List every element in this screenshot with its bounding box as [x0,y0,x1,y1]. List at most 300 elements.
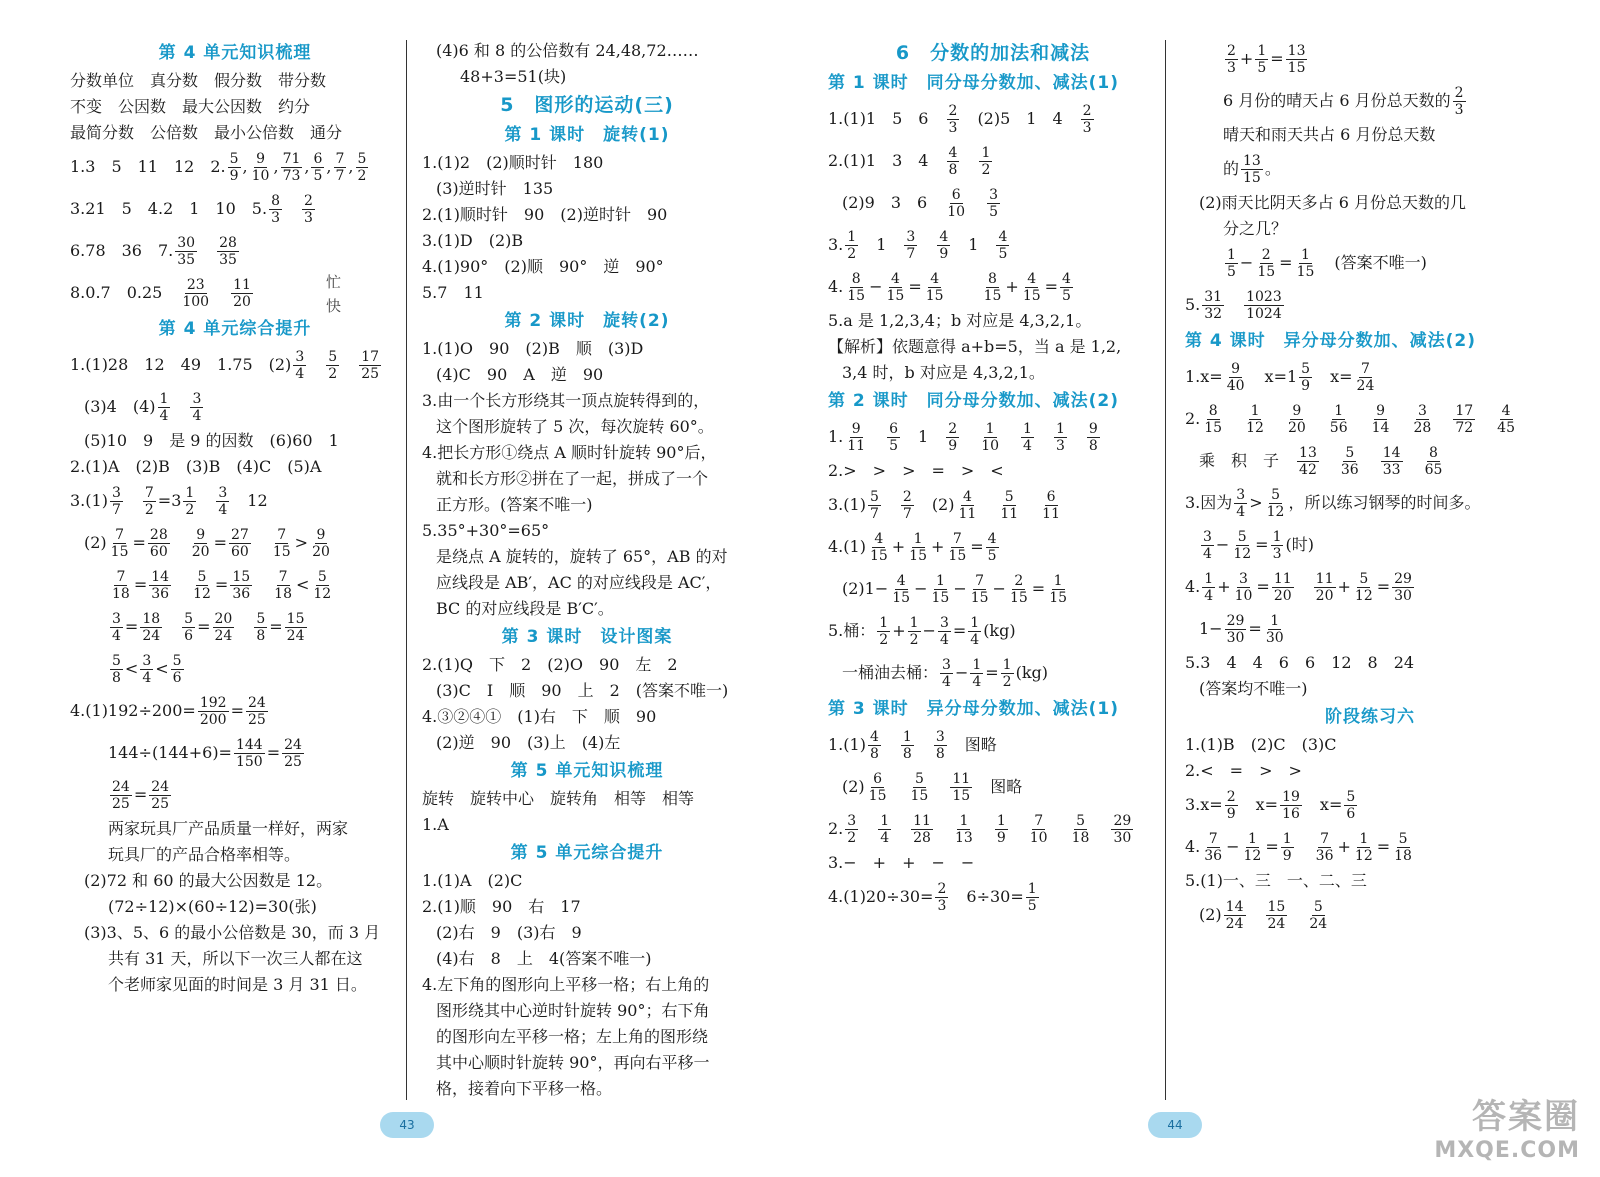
denominator: 15 [1204,420,1223,436]
fraction [1047,573,1069,606]
answer-line: 6 月份的晴天占 6 月份总天数的 $\frac{2}{3}$ [1223,85,1464,118]
text-line: 旋转 旋转中心 旋转角 相等 相等 [422,789,695,808]
numerator: 1 [1257,43,1267,59]
denominator: 12 [193,586,211,602]
operator: = [1031,579,1046,598]
fraction [947,145,960,178]
denominator: 8 [256,628,266,644]
numerator: 3 [939,615,949,631]
fraction [1233,571,1255,604]
operator: = [197,617,211,636]
operator [1093,819,1109,838]
denominator: 73 [282,168,301,184]
fraction [334,151,347,184]
numerator: 1 [1270,613,1280,629]
fraction [148,527,170,560]
denominator: 15 [983,288,1002,304]
fraction [1392,831,1414,864]
fraction [311,151,324,184]
answer-line: 4. $\frac{1}{4}$ + $\frac{3}{10}$ = $\frac{11}{20}$ $\frac{11}{20}$ + $\frac{5}{12}$ = $\frac{29}{30}$ [1185,571,1412,604]
text-line: 2.(1)Q 下 2 (2)O 90 左 2 [422,655,678,674]
operator [1022,495,1038,514]
numerator: 1 [1334,403,1344,419]
section-heading: 第 1 课时 同分母分数加、减法(1) [828,73,1120,93]
fraction [1021,271,1043,304]
fraction [1280,789,1302,822]
answer-line: 144÷(144+6)= $\frac{144}{150}$ = $\frac{24}{25}$ [108,737,302,770]
fraction [1344,789,1357,822]
fraction [907,531,929,564]
operator [172,533,188,552]
denominator: 18 [274,586,292,602]
numerator: 1 [996,813,1006,829]
section-heading: 第 5 单元知识梳理 [510,761,664,781]
numerator: 7 [335,151,345,167]
fraction [1495,403,1517,436]
numerator: 14 [151,569,170,585]
fraction [940,657,953,690]
denominator: 2 [328,366,338,382]
operator: + [1005,277,1019,296]
watermark-logo-text: 答案圈 [1472,1097,1580,1137]
numerator: 15 [286,611,305,627]
text-line: 正方形。(答案不唯一) [436,495,593,514]
denominator: 11 [1042,506,1060,522]
numerator: 15 [1267,899,1286,915]
numerator: 1 [985,421,995,437]
fraction [1353,831,1375,864]
denominator: 9 [229,168,239,184]
denominator: 4 [295,366,305,382]
text-line: 是绕点 A 旋转的，旋转了 65°，AB 的对 [436,547,728,566]
numerator: 31 [1204,289,1223,305]
fraction [1272,571,1294,604]
text-line: 分数单位 真分数 假分数 带分数 [70,71,327,90]
numerator: 9 [851,421,861,437]
fraction [140,611,162,644]
fraction [1266,899,1288,932]
denominator: 16 [1282,806,1300,822]
numerator: 8 [271,193,280,209]
operator: = [213,533,227,552]
denominator: 5 [1257,60,1267,76]
denominator: 25 [112,796,130,812]
numerator: 2 [304,193,313,209]
operator [961,151,977,170]
fraction [191,569,213,602]
fraction [1411,403,1433,436]
fraction [229,527,251,560]
column-2 [422,38,752,1102]
operator [1226,295,1242,314]
fraction [845,271,867,304]
fraction [302,193,315,226]
denominator: 45 [1497,420,1515,436]
watermark-url: MXQE.COM [1434,1138,1580,1163]
operator: = [133,575,148,594]
denominator: 24 [286,628,305,644]
numerator: 1 [902,729,912,745]
denominator: 25 [247,712,266,728]
page-number: 44 [1148,1112,1202,1138]
fraction [190,391,203,424]
numerator: 3 [989,187,998,203]
answer-line [1185,38,1555,80]
denominator: 36 [151,586,170,602]
fraction [1054,421,1067,454]
denominator: 6 [1346,806,1356,822]
text-line: 5.a 是 1,2,3,4；b 对应是 4,3,2,1。 [828,311,1092,330]
fraction [285,611,307,644]
numerator: 7 [115,527,125,543]
denominator: 4 [218,502,228,518]
fraction [230,569,252,602]
numerator: 2 [1082,103,1092,119]
denominator: 3 [1272,546,1282,562]
operator: , [273,157,279,176]
operator [1226,409,1242,428]
denominator: 36 [1315,848,1334,864]
fraction [887,421,900,454]
operator: + [931,537,945,556]
fraction [1234,487,1247,520]
text-line: 格，接着向下平移一格。 [436,1079,613,1098]
denominator: 14 [1371,420,1390,436]
fraction [326,349,339,382]
numerator: 1 [1282,831,1292,847]
text-line: 48+3=51(块) [460,67,567,86]
numerator: 4 [896,573,906,589]
numerator: 9 [1376,403,1386,419]
fraction [904,229,917,262]
operator [1052,819,1068,838]
denominator: 8 [902,746,912,762]
answer-line: 3. $\frac{1}{2}$ 1 $\frac{3}{7}$ $\frac{4}{9}$ 1 $\frac{4}{5}$ [828,229,1008,262]
denominator: 2 [1002,674,1012,690]
denominator: 60 [149,544,168,560]
text-line: 3,4 时，b 对应是 4,3,2,1。 [842,363,1045,382]
fraction [924,271,946,304]
denominator: 28 [1413,420,1432,436]
numerator: 3 [1239,571,1248,587]
fraction [110,611,123,644]
answer-line: 2.(1)1 3 4 $\frac{4}{8}$ $\frac{1}{2}$ [828,145,991,178]
fraction [950,771,972,804]
denominator: 7 [111,502,121,518]
denominator: 15 [1009,590,1028,606]
numerator: 5 [328,349,338,365]
fraction [1040,489,1062,522]
operator: = [1376,837,1391,856]
denominator: 3 [1082,120,1092,136]
numerator: 24 [247,695,266,711]
denominator: 12 [1243,848,1262,864]
denominator: 12 [1354,588,1373,604]
operator [1477,409,1493,428]
operator: , [348,157,354,176]
fraction [1028,813,1050,846]
fraction [1241,153,1263,186]
fraction [149,779,171,812]
text-line: (2)雨天比阴天多占 6 月份总天数的几 [1199,193,1467,212]
page-number: 43 [380,1112,434,1138]
section-heading: 第 2 课时 旋转(2) [504,311,670,331]
fraction [968,615,981,648]
text-line: 共有 31 天，所以下一次三人都在这 [108,949,363,968]
operator: , [326,157,332,176]
denominator: 9 [948,438,958,454]
answer-line [70,648,400,690]
denominator: 35 [177,252,196,268]
fraction [359,349,381,382]
text-line: 【解析】依题意得 a+b=5，当 a 是 1,2, [828,337,1122,356]
fraction [953,813,975,846]
denominator: 4 [1204,588,1214,604]
numerator: 3 [192,391,202,407]
text-line: 1.(1)O 90 (2)B 顺 (3)D [422,339,644,358]
operator [1296,837,1312,856]
denominator: 15 [1257,264,1276,280]
numerator: 2 [937,881,947,897]
numerator: 17 [1455,403,1474,419]
denominator: 9 [1226,806,1236,822]
fraction [878,813,891,846]
answer-line: (2) $\frac{7}{15}$ = $\frac{28}{60}$ $\frac{9}{20}$ = $\frac{27}{60}$ $\frac{7}{15}$ > $\frac{9}{20}$ [84,527,330,560]
fraction [310,527,332,560]
numerator: 5 [1004,489,1014,505]
fraction [110,569,132,602]
numerator: 28 [149,527,168,543]
denominator: 3 [1055,438,1065,454]
operator: = [266,743,281,762]
denominator: 5 [1227,264,1236,280]
fraction [1111,813,1133,846]
denominator: 7 [906,246,916,262]
column-divider-2 [1165,40,1166,1100]
fraction [158,391,171,424]
text-line: (2)逆 90 (3)上 (4)左 [436,733,621,752]
denominator: 150 [235,754,263,770]
denominator: 36 [1340,462,1359,478]
text-line: 3.由一个长方形绕其一顶点旋转得到的， [422,391,710,410]
numerator: 5 [1398,831,1408,847]
section-heading: 第 3 课时 异分母分数加、减法(1) [828,699,1120,719]
fraction [1244,403,1266,436]
denominator: 2 [847,246,857,262]
operator [1435,409,1451,428]
denominator: 25 [284,754,302,770]
fraction [947,103,960,136]
denominator: 5 [889,438,899,454]
fraction [1202,403,1224,436]
fraction [1225,789,1238,822]
numerator: 14 [1382,445,1401,461]
numerator: 5 [1271,487,1280,503]
operator [199,241,215,260]
operator [980,495,996,514]
fraction [1423,445,1445,478]
denominator: 65 [1424,462,1443,478]
denominator: 3 [1454,102,1464,118]
answer-line: 4.(1) $\frac{4}{15}$ + $\frac{1}{15}$ + $\frac{7}{15}$ = $\frac{4}{5}$ [828,531,997,564]
numerator: 4 [987,531,997,547]
numerator: 3 [847,813,857,829]
denominator: 42 [1299,462,1317,478]
fraction [1271,529,1284,562]
denominator: 15 [925,288,944,304]
operator [1393,409,1409,428]
numerator: 7 [952,531,962,547]
denominator: 6 [184,628,194,644]
numerator: 1 [1247,831,1257,847]
chapter-heading: 5 图形的运动(三) [500,94,674,116]
numerator: 11 [952,771,971,787]
fraction [901,489,914,522]
numerator: 11 [1315,571,1334,587]
numerator: 11 [1273,571,1292,587]
answer-line: 一桶油去桶： $\frac{3}{4}$ − $\frac{1}{4}$ = $\frac{1}{2}$ (kg) [842,657,1049,690]
text-line: 就和长方形②拼在了一起，拼成了一个 [436,469,709,488]
section-heading: 阶段练习六 [1325,707,1415,727]
denominator: 4 [192,408,202,424]
fraction [1081,103,1094,136]
numerator: 30 [177,235,196,251]
section-heading: 第 4 单元知识梳理 [158,43,312,63]
fraction [1225,613,1247,646]
operator: = [1265,837,1279,856]
numerator: 28 [219,235,237,251]
denominator: 11 [847,438,866,454]
denominator: 4 [972,674,982,690]
numerator: 1023 [1246,289,1282,305]
text-line: 1.(1)2 (2)顺时针 180 [422,153,604,172]
operator: − [922,621,936,640]
numerator: 1 [1002,657,1012,673]
denominator: 4 [112,628,121,644]
denominator: 15 [1243,170,1261,186]
operator: = [230,701,244,720]
text-line: (3)C I 顺 90 上 2 (答案不唯一) [436,681,729,700]
numerator: 9 [1231,361,1241,377]
fraction [231,277,253,310]
numerator: 17 [361,349,380,365]
answer-line: 5. $\frac{31}{32}$ $\frac{1023}{1024}$ [1185,289,1282,322]
numerator: 29 [1113,813,1132,829]
numerator: 5 [112,653,121,669]
denominator: 13 [954,830,973,846]
denominator: 32 [1204,306,1223,322]
operator [1405,451,1421,470]
denominator: 2 [357,168,367,184]
denominator: 3 [937,898,947,914]
numerator: 1 [1359,831,1369,847]
fraction [1225,43,1238,76]
fraction [934,729,947,762]
fraction [1299,361,1312,394]
watermark [1434,1089,1580,1163]
fraction [217,235,239,268]
numerator: 2 [1227,43,1236,59]
fraction [190,527,212,560]
numerator: 19 [1282,789,1300,805]
answer-line: 3.因为 $\frac{3}{4}$ > $\frac{5}{12}$ ，所以练习钢琴的时间多。 [1185,487,1481,520]
fraction [1021,421,1034,454]
numerator: 6 [873,771,883,787]
operator: = [952,621,967,640]
denominator: 5 [987,548,997,564]
numerator: 1 [970,615,980,631]
denominator: 20 [312,544,330,560]
fraction [216,485,229,518]
denominator: 8 [869,746,879,762]
denominator: 15 [952,788,971,804]
denominator: 12 [313,586,332,602]
fraction [911,813,933,846]
numerator: 24 [151,779,170,795]
numerator: 1 [1250,403,1260,419]
fraction [1314,831,1336,864]
operator: , [242,157,248,176]
operator [916,735,932,754]
answer-line: (3)4 (4) $\frac{1}{4}$ $\frac{3}{4}$ [84,391,202,424]
denominator: 15 [869,548,888,564]
operator [1296,577,1312,596]
fraction [183,485,196,518]
operator: = [1376,577,1391,596]
fraction [1281,831,1294,864]
answer-line: 1− $\frac{29}{30}$ = $\frac{1}{30}$ [1199,613,1284,646]
answer-line: 2. $\frac{8}{15}$ $\frac{1}{12}$ $\frac{9}{20}$ $\frac{1}{56}$ $\frac{9}{14}$ $\frac{3}{28}$ $\frac{17}{72}$ $\frac{4}{45}$ [1185,403,1515,436]
numerator: 24 [284,737,302,753]
section-heading: 第 5 单元综合提升 [510,843,664,863]
denominator: 4 [1236,504,1246,520]
fraction [1286,43,1308,76]
fraction [979,421,1001,454]
denominator: 9 [939,246,949,262]
fraction [250,151,272,184]
numerator: 5 [1345,445,1355,461]
numerator: 20 [214,611,233,627]
denominator: 20 [1287,420,1306,436]
denominator: 8 [1088,438,1098,454]
fraction [945,187,967,220]
denominator: 36 [232,586,251,602]
numerator: 13 [1299,445,1317,461]
denominator: 35 [219,252,237,268]
operator: = [1270,49,1284,68]
numerator: 4 [998,229,1008,245]
text-line: 2.(1)顺 90 右 17 [422,897,581,916]
operator [1289,905,1305,924]
numerator: 1 [935,573,945,589]
numerator: 5 [184,611,194,627]
denominator: 4 [159,408,169,424]
numerator: 71 [282,151,301,167]
denominator: 8 [948,162,958,178]
numerator: 1 [847,229,857,245]
denominator: 12 [1266,504,1285,520]
numerator: 4 [890,271,900,287]
operator: = [1248,619,1262,638]
denominator: 1024 [1246,306,1282,322]
fraction [1202,571,1215,604]
fraction [901,729,914,762]
operator: + [1239,49,1254,68]
numerator: 5 [229,151,239,167]
fraction [254,611,267,644]
text-line: (答案均不唯一) [1199,679,1308,698]
fraction [282,737,304,770]
